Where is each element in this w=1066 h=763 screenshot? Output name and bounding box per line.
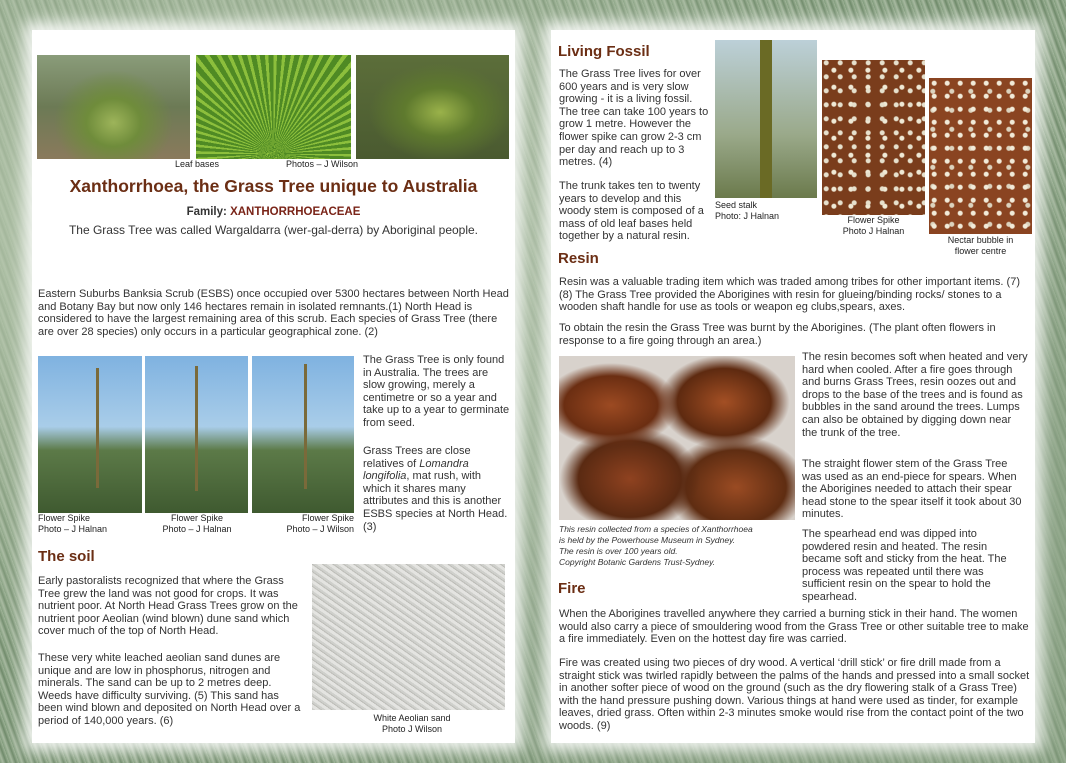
resin-paragraph-3: The resin becomes soft when heated and very hard when cooled. After a fire goes through and burns Grass Trees, resin oozes out and drops to the base of the trees and is found as bubbles in the sand around the trees. Lumps can also be obtained by digging down near the trunk of the tree. bbox=[802, 351, 1028, 439]
fire-paragraph-2: Fire was created using two pieces of dry wood. A vertical ‘drill stick’ or fire drill made from a straight stick was twirled rapidly between the palms of the hands and pressed into a small socket in another softer piece of wood on the ground (such as the dry flowering stalk of a Grass Tree) with the hand pressure pushing down. Various things at hand were used as tinder, for example leaves, dried grass. Often within 2-3 minutes smoke would rise from the contact point of the two woods. (9) bbox=[559, 657, 1030, 732]
photo-flower-spike-1 bbox=[38, 356, 142, 513]
photo-grass-tree-bush bbox=[356, 55, 509, 159]
photo-white-sand bbox=[312, 564, 505, 710]
caption-sand: White Aeolian sand Photo J Wilson bbox=[373, 713, 451, 734]
fire-paragraph-1: When the Aborigines travelled anywhere they carried a burning stick in their hand. The women would also carry a piece of smouldering wood from the Grass Tree or other suitable tree to make a fire immediately. Even on the hottest day fire was carried. bbox=[559, 608, 1029, 646]
photo-flower-spike-3 bbox=[252, 356, 354, 513]
resin-paragraph-1: Resin was a valuable trading item which was traded among tribes for other important items. (7)(8) The Grass Tree provided the Aborigines with resin for glueing/binding rocks/ stones to a wooden shaft handle for use as tools or weapon eg clubs,spears, axes. bbox=[559, 276, 1020, 314]
page-title: Xanthorrhoea, the Grass Tree unique to Australia bbox=[69, 176, 478, 196]
soil-paragraph-1: Early pastoralists recognized that where the Grass Tree grew the land was not good for crops. It was nutrient poor. At North Head Grass Trees grow on the nutrient poor Aeolian (wind blown) dune sand which cover much of the top of North Head. bbox=[38, 575, 298, 638]
caption-flower-spike: Flower Spike Photo J Halnan bbox=[842, 215, 905, 236]
right-page bbox=[551, 30, 1035, 743]
photo-flower-spike-closeup bbox=[822, 60, 925, 215]
caption-photos-credit: Photos – J Wilson bbox=[285, 159, 359, 169]
subtitle: The Grass Tree was called Wargaldarra (wer-gal-derra) by Aboriginal people. bbox=[68, 223, 479, 237]
intro-paragraph: Eastern Suburbs Banksia Scrub (ESBS) once occupied over 5300 hectares between North Head and Botany Bay but now only 146 hectares remain in isolated remnants.(1) North Head is considered to have the largest remaining area of this scrub. Each species of Grass Tree (there are over 28 species) only occurs in a particular geographical zone. (2) bbox=[38, 288, 509, 338]
left-page bbox=[32, 30, 515, 743]
photo-grass-tree-crown bbox=[196, 55, 351, 159]
living-fossil-heading: Living Fossil bbox=[558, 43, 650, 60]
caption-nectar: Nectar bubble in flower centre bbox=[947, 235, 1014, 256]
resin-heading: Resin bbox=[558, 250, 599, 267]
family-line bbox=[32, 206, 515, 218]
family-label: Family: bbox=[186, 206, 231, 218]
fossil-paragraph-1: The Grass Tree lives for over 600 years and is very slow growing - it is a living fossil. The tree can take 100 years to grow 1 metre. However the flower spike can grow 2-3 cm per day and reach up to 3 metres. (4) bbox=[559, 68, 709, 169]
resin-paragraph-4: The straight flower stem of the Grass Tree was used as an end-piece for spears. When the Aborigines needed to attach their spear head stone to the spear itself it took about 30 minutes. bbox=[802, 458, 1022, 521]
caption-spike-3: Flower Spike Photo – J Wilson bbox=[286, 513, 354, 534]
fire-heading: Fire bbox=[558, 580, 586, 597]
photo-nectar-bubble bbox=[929, 78, 1032, 234]
soil-paragraph-2: These very white leached aeolian sand dunes are unique and are low in phosphorus, nitrogen and minerals. The sand can be up to 2 metres deep. Weeds have difficulty surviving. (5) This sand has been wind blown and deposited on North Head over a period of 140,000 years. (6) bbox=[38, 652, 301, 727]
resin-paragraph-2: To obtain the resin the Grass Tree was burnt by the Aborigines. (The plant often flowers in response to a fire going through an area.) bbox=[559, 322, 996, 347]
caption-seed-stalk: Seed stalk Photo: J Halnan bbox=[715, 200, 780, 221]
side-paragraph-1: The Grass Tree is only found in Australia. The trees are slow growing, merely a centimetre or so a year and take up to a year to germinate from seed. bbox=[363, 354, 510, 429]
side-paragraph-2: Grass Trees are close relatives of Lomandra longifolia, mat rush, with which it shares many attributes and this is another ESBS species at North Head.(3) bbox=[363, 445, 508, 533]
soil-heading: The soil bbox=[38, 548, 95, 565]
caption-leaf-bases: Leaf bases bbox=[174, 159, 220, 169]
photo-leaf-bases bbox=[37, 55, 190, 159]
photo-seed-stalk bbox=[715, 40, 817, 198]
photo-resin bbox=[559, 356, 795, 520]
fossil-paragraph-2: The trunk takes ten to twenty years to develop and this woody stem is composed of a mass of old leaf bases held together by a natural resin. bbox=[559, 180, 704, 243]
resin-paragraph-5: The spearhead end was dipped into powdered resin and heated. The resin became soft and sticky from the heat. The process was repeated until there was sufficient resin on the spear to hold the spearhead. bbox=[802, 528, 1007, 603]
caption-resin: This resin collected from a species of Xanthorrhoea is held by the Powerhouse Museum in Sydney. The resin is over 100 years old. Copyright Botanic Gardens Trust-Sydney. bbox=[559, 524, 753, 567]
caption-spike-1: Flower Spike Photo – J Halnan bbox=[38, 513, 108, 534]
photo-flower-spike-2 bbox=[145, 356, 248, 513]
caption-spike-2: Flower Spike Photo – J Halnan bbox=[162, 513, 232, 534]
family-name: XANTHORRHOEACEAE bbox=[230, 206, 361, 218]
